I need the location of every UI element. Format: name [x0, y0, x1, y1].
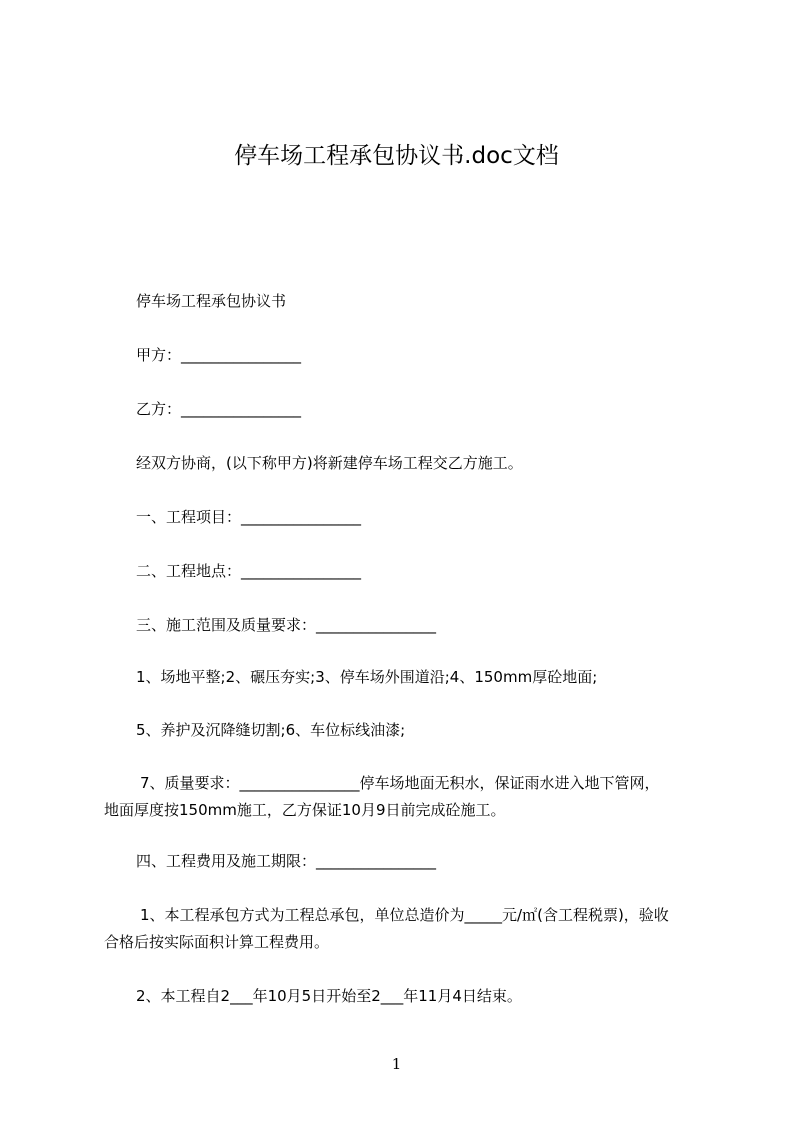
party-a-line: 甲方：________________: [136, 346, 302, 364]
page-number: 1: [391, 1055, 402, 1073]
intro-paragraph: 经双方协商，(以下称甲方)将新建停车场工程交乙方施工。: [136, 454, 523, 472]
section-project: 一、工程项目：________________: [136, 508, 362, 526]
quality-requirements-line1: 7、质量要求：________________停车场地面无积水，保证雨水进入地下管网，: [140, 774, 660, 792]
scope-items-1: 1、场地平整;2、碾压夯实;3、停车场外围道沿;4、150mm厚砼地面;: [136, 668, 598, 686]
quality-requirements-line2: 地面厚度按150mm施工，乙方保证10月9日前完成砼施工。: [104, 801, 506, 819]
scope-items-2: 5、养护及沉降缝切割;6、车位标线油漆;: [136, 721, 406, 739]
section-location: 二、工程地点：________________: [136, 562, 362, 580]
party-b-line: 乙方：________________: [136, 400, 302, 418]
schedule-paragraph: 2、本工程自2___年10月5日开始至2___年11月4日结束。: [136, 987, 522, 1005]
heading-agreement: 停车场工程承包协议书: [136, 292, 287, 310]
cost-paragraph-line2: 合格后按实际面积计算工程费用。: [104, 933, 330, 951]
section-scope: 三、施工范围及质量要求：________________: [136, 616, 437, 634]
section-cost-schedule: 四、工程费用及施工期限：________________: [136, 852, 437, 870]
document-title: 停车场工程承包协议书.doc文档: [234, 143, 559, 169]
cost-paragraph-line1: 1、本工程承包方式为工程总承包，单位总造价为_____元/㎡(含工程税票)，验收: [140, 906, 669, 924]
